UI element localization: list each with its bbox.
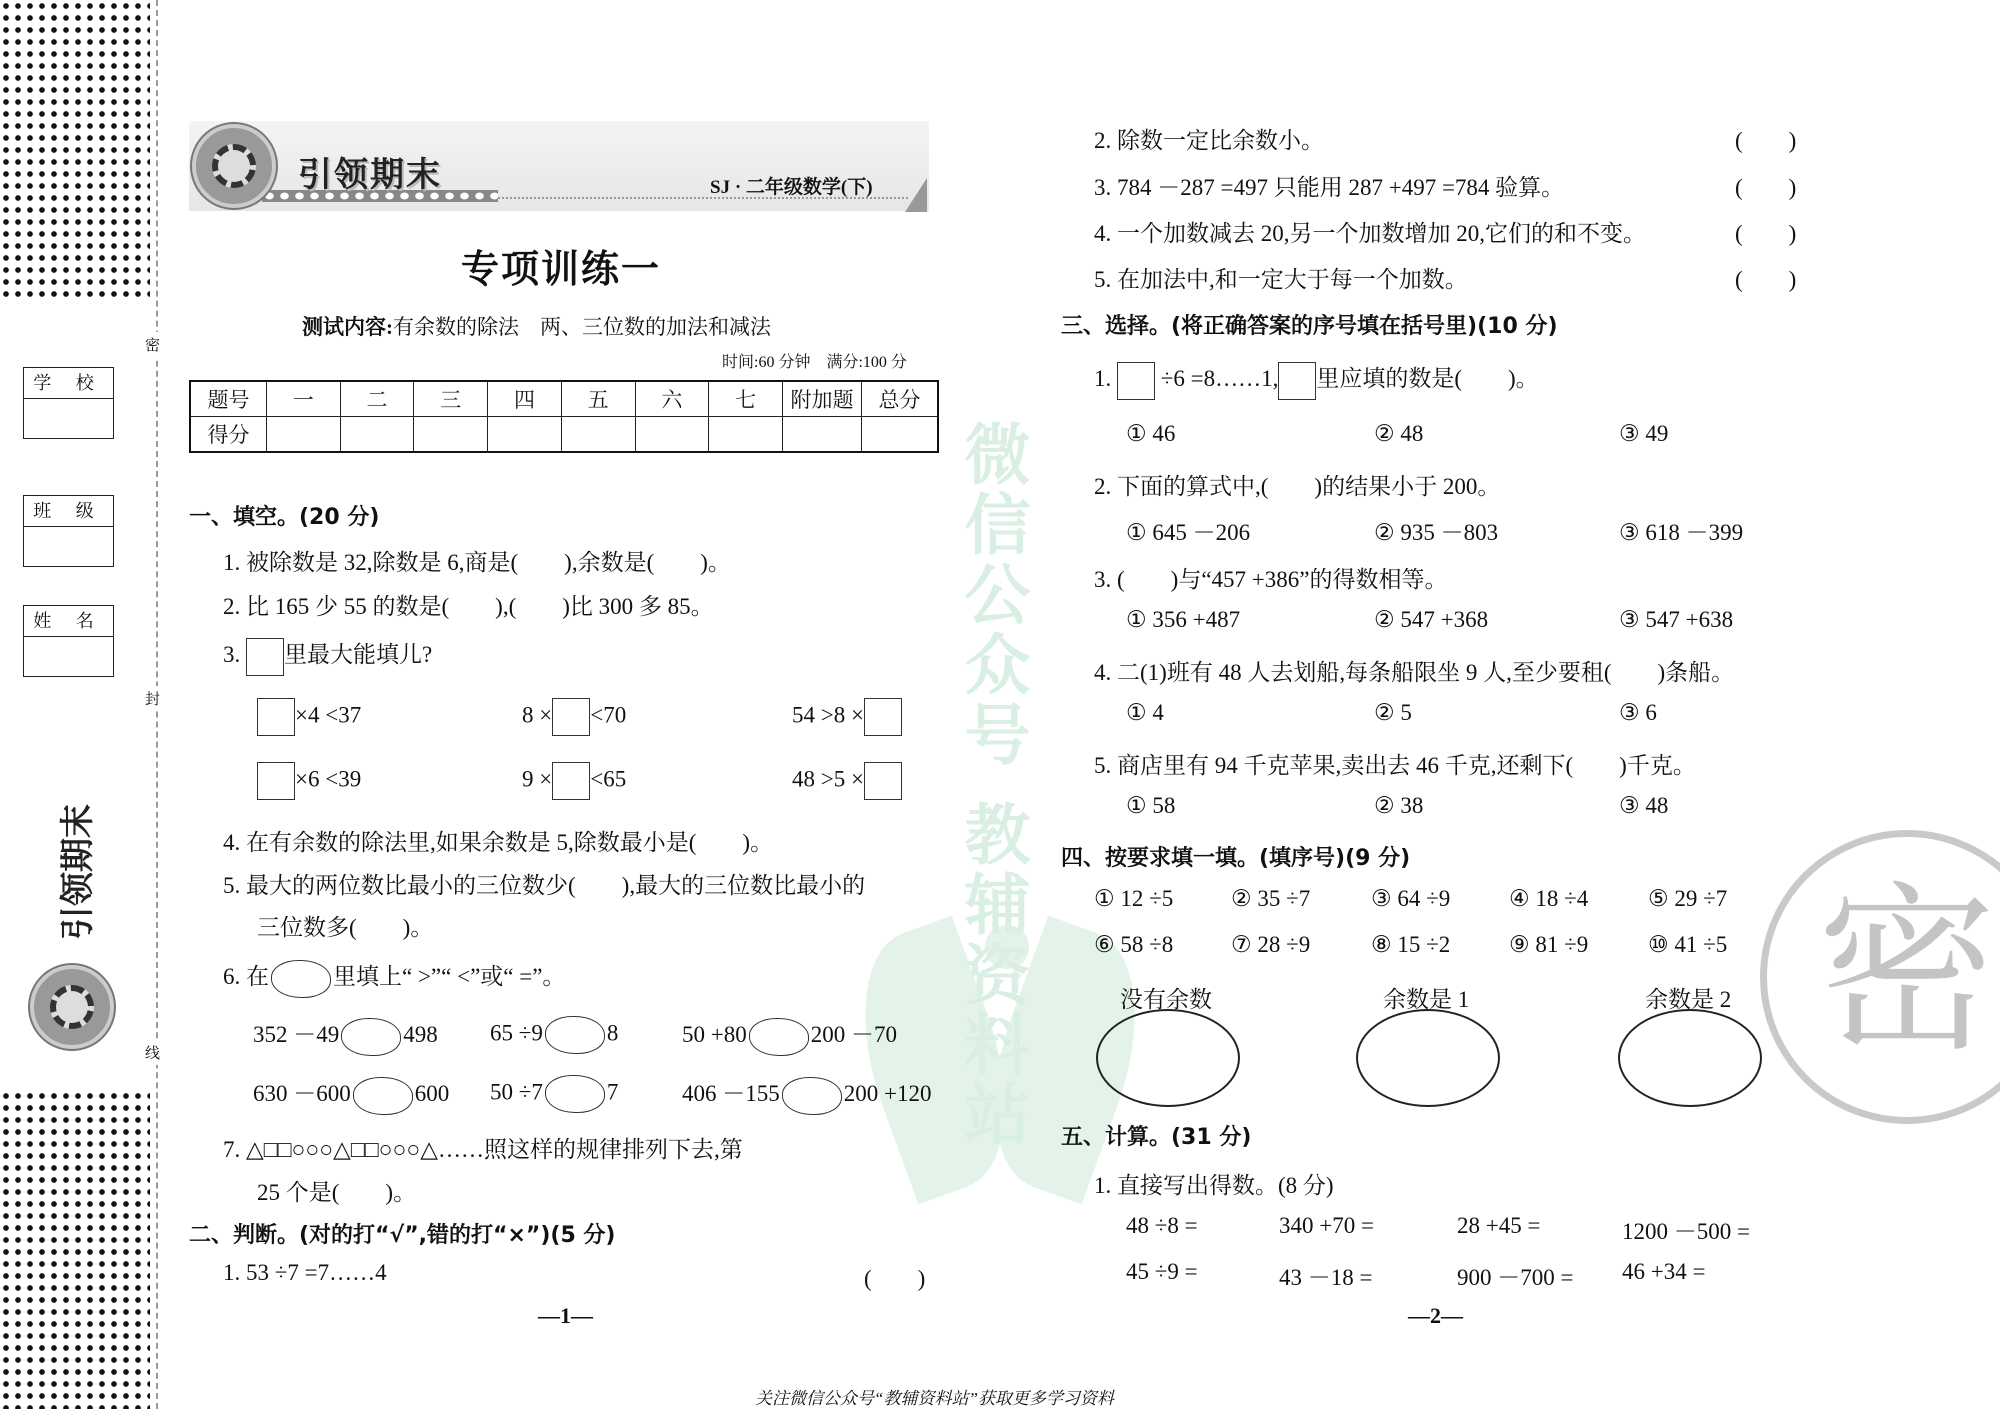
sub-question: 1. 直接写出得数。(8 分): [1094, 1173, 1334, 1198]
judgment-bracket[interactable]: ( ): [1735, 128, 1797, 153]
cloud-answer-blank[interactable]: [749, 1018, 809, 1056]
test-content-text: 有余数的除法 两、三位数的加法和减法: [393, 315, 771, 339]
division-item: ⑦ 28 ÷9: [1231, 932, 1311, 957]
name-label: 姓 名: [24, 606, 113, 637]
division-item: ⑩ 41 ÷5: [1648, 932, 1728, 957]
cut-mark: 密: [145, 332, 160, 357]
answer-box[interactable]: [1117, 362, 1155, 400]
inequality: [522, 762, 626, 800]
option: ③ 6: [1619, 700, 1657, 725]
table-header-cell: 题号: [190, 381, 267, 417]
calc-item: 48 ÷8 =: [1126, 1213, 1198, 1238]
question-text: 里最大能填儿?: [284, 642, 433, 667]
expr: 406 －155: [682, 1081, 780, 1106]
inequality-text: <65: [590, 766, 627, 792]
page-number: —1—: [538, 1303, 593, 1328]
score-cell[interactable]: [561, 417, 635, 453]
option: ② 547 +368: [1374, 607, 1489, 632]
score-table: [189, 380, 939, 453]
name-field[interactable]: [23, 605, 114, 677]
question-number: 1.: [1094, 366, 1112, 391]
table-header-cell: 三: [414, 381, 488, 417]
answer-ellipse[interactable]: [1618, 1009, 1762, 1107]
watermark-text: 微信公众号: [953, 420, 1030, 770]
comparison: [490, 1016, 618, 1054]
division-item: ③ 64 ÷9: [1371, 886, 1451, 911]
option: ② 48: [1374, 421, 1424, 446]
division-item: ① 12 ÷5: [1094, 886, 1174, 911]
comparison: [253, 1016, 438, 1056]
question: 4. 在有余数的除法里,如果余数是 5,除数最小是( )。: [223, 830, 774, 855]
page-title: 专项训练一: [461, 246, 662, 291]
section-heading: 三、选择。(将正确答案的序号填在括号里)(10 分): [1061, 314, 1558, 339]
option: ① 46: [1126, 421, 1176, 446]
question-text: 里应填的数是( )。: [1316, 366, 1539, 391]
inequality: [792, 698, 902, 736]
answer-box[interactable]: [864, 762, 902, 800]
score-cell[interactable]: [709, 417, 783, 453]
answer-box[interactable]: [864, 698, 902, 736]
expr: 200 +120: [843, 1081, 932, 1106]
calc-item: 43 －18 =: [1279, 1265, 1373, 1290]
confidential-seal: 密: [1760, 830, 2000, 1124]
question: [223, 958, 565, 998]
option: ② 38: [1374, 793, 1424, 818]
section-heading: 一、填空。(20 分): [189, 505, 380, 530]
answer-ellipse[interactable]: [1096, 1009, 1240, 1107]
score-cell[interactable]: [340, 417, 414, 453]
table-header-cell: 二: [340, 381, 414, 417]
question: 3. ( )与“457 +386”的得数相等。: [1094, 567, 1448, 592]
calc-item: 28 +45 =: [1457, 1213, 1541, 1238]
answer-box[interactable]: [246, 638, 284, 676]
comparison: [682, 1016, 897, 1056]
score-cell[interactable]: [635, 417, 709, 453]
school-field[interactable]: [23, 367, 114, 439]
section-heading: 五、计算。(31 分): [1061, 1125, 1252, 1150]
inequality: [522, 698, 626, 736]
time-score-line: 时间:60 分钟 满分:100 分: [722, 354, 907, 371]
inequality: [792, 762, 902, 800]
score-cell[interactable]: [488, 417, 562, 453]
comparison: [490, 1075, 618, 1113]
cloud-answer-blank[interactable]: [782, 1077, 842, 1115]
inequality-text: <70: [590, 702, 627, 728]
answer-box[interactable]: [552, 762, 590, 800]
cloud-answer-blank[interactable]: [341, 1018, 401, 1056]
question-text: ÷6 =8……1,: [1160, 366, 1279, 391]
answer-box[interactable]: [257, 762, 295, 800]
class-label: 班 级: [24, 496, 113, 527]
wheel-logo-icon: [192, 124, 276, 208]
question: 4. 二(1)班有 48 人去划船,每条船限坐 9 人,至少要租( )条船。: [1094, 660, 1735, 685]
inequality-text: 9 ×: [522, 766, 553, 792]
test-content: [302, 311, 771, 341]
table-header-cell: 七: [709, 381, 783, 417]
question: [1094, 360, 1539, 400]
cloud-answer-blank[interactable]: [545, 1075, 605, 1113]
dot-pattern-top: [0, 0, 150, 300]
table-header-cell: 附加题: [783, 381, 862, 417]
inequality-text: 8 ×: [522, 702, 553, 728]
inequality-text: ×6 <39: [295, 766, 362, 792]
question: 三位数多( )。: [257, 915, 434, 940]
division-item: ⑥ 58 ÷8: [1094, 932, 1174, 957]
expr: 65 ÷9: [490, 1020, 543, 1046]
division-item: ⑨ 81 ÷9: [1509, 932, 1589, 957]
score-cell[interactable]: [267, 417, 341, 453]
table-row-label: 得分: [190, 417, 267, 453]
table-header-cell: 总分: [862, 381, 939, 417]
group-label: 余数是 1: [1383, 987, 1470, 1012]
option: ② 5: [1374, 700, 1412, 725]
option: ① 645 －206: [1126, 520, 1251, 545]
group-label: 余数是 2: [1645, 987, 1732, 1012]
expr: 200 －70: [810, 1022, 897, 1047]
inequality-text: 54 >8 ×: [792, 702, 864, 728]
question: 5. 商店里有 94 千克苹果,卖出去 46 千克,还剩下( )千克。: [1094, 753, 1696, 778]
option: ③ 547 +638: [1619, 607, 1734, 632]
expr: 50 ÷7: [490, 1079, 543, 1105]
expr: 352 －49: [253, 1022, 340, 1047]
question: 2. 下面的算式中,( )的结果小于 200。: [1094, 474, 1501, 499]
footer-note: 关注微信公众号“教辅资料站”获取更多学习资料: [755, 1389, 1114, 1408]
cloud-answer-blank[interactable]: [545, 1016, 605, 1054]
comparison: [682, 1075, 931, 1115]
calc-item: 900 －700 =: [1457, 1265, 1574, 1290]
table-row: [190, 417, 938, 453]
expr: 8: [606, 1020, 619, 1046]
score-cell[interactable]: [414, 417, 488, 453]
school-label: 学 校: [24, 368, 113, 399]
option: ① 356 +487: [1126, 607, 1241, 632]
answer-box[interactable]: [1278, 362, 1316, 400]
dot-pattern-bottom: [0, 1090, 150, 1409]
option: ③ 48: [1619, 793, 1669, 818]
question-number: 3.: [223, 642, 241, 667]
option: ③ 618 －399: [1619, 520, 1744, 545]
expr: 50 +80: [682, 1022, 747, 1047]
score-cell[interactable]: [862, 417, 939, 453]
question: 25 个是( )。: [257, 1180, 417, 1205]
answer-box[interactable]: [257, 698, 295, 736]
calc-item: 46 +34 =: [1622, 1259, 1706, 1284]
question: 2. 比 165 少 55 的数是( ),( )比 300 多 85。: [223, 594, 714, 619]
question: 7. △□□○○○△□□○○○△……照这样的规律排列下去,第: [223, 1137, 743, 1162]
table-header-cell: 四: [488, 381, 562, 417]
cloud-answer-shape: [271, 960, 331, 998]
judgment-bracket[interactable]: ( ): [1735, 267, 1797, 292]
table-header-cell: 一: [267, 381, 341, 417]
inequality: [257, 698, 361, 736]
question: 1. 被除数是 32,除数是 6,商是( ),余数是( )。: [223, 550, 731, 575]
question-text: 里填上“ >”“ <”或“ =”。: [333, 964, 566, 989]
table-header-cell: 五: [561, 381, 635, 417]
inequality-text: ×4 <37: [295, 702, 362, 728]
judgment-item: 3. 784 －287 =497 只能用 287 +497 =784 验算。: [1094, 175, 1565, 200]
judgment-item: 5. 在加法中,和一定大于每一个加数。: [1094, 267, 1468, 292]
expr: 600: [414, 1081, 450, 1106]
spine-wheel-icon: [30, 965, 114, 1049]
brand-title: 引领期末: [298, 155, 442, 195]
group-label: 没有余数: [1120, 987, 1212, 1012]
test-content-label: 测试内容:: [302, 315, 393, 339]
judgment-bracket[interactable]: ( ): [1735, 175, 1797, 200]
division-item: ② 35 ÷7: [1231, 886, 1311, 911]
division-item: ⑧ 15 ÷2: [1371, 932, 1451, 957]
judgment-bracket[interactable]: ( ): [1735, 221, 1797, 246]
option: ① 4: [1126, 700, 1164, 725]
table-header-cell: 六: [635, 381, 709, 417]
cloud-answer-blank[interactable]: [353, 1077, 413, 1115]
page-number: —2—: [1408, 1303, 1463, 1328]
calc-item: 340 +70 =: [1279, 1213, 1374, 1238]
score-cell[interactable]: [783, 417, 862, 453]
option: ③ 49: [1619, 421, 1669, 446]
judgment-item: 2. 除数一定比余数小。: [1094, 128, 1324, 153]
comparison: [253, 1075, 449, 1115]
series-label: SJ · 二年级数学(下): [710, 177, 873, 198]
division-item: ⑤ 29 ÷7: [1648, 886, 1728, 911]
calc-item: 45 ÷9 =: [1126, 1259, 1198, 1284]
option: ① 58: [1126, 793, 1176, 818]
calc-item: 1200 －500 =: [1622, 1219, 1750, 1244]
judgment-bracket[interactable]: ( ): [864, 1266, 926, 1291]
cut-mark: 线: [145, 1040, 160, 1065]
option: ② 935 －803: [1374, 520, 1499, 545]
paper-plane-icon: [905, 178, 927, 212]
expr: 498: [403, 1022, 438, 1047]
section-heading: 四、按要求填一填。(填序号)(9 分): [1061, 846, 1411, 871]
question-text: 6. 在: [223, 964, 269, 989]
section-heading: 二、判断。(对的打“√”,错的打“×”)(5 分): [189, 1223, 616, 1248]
question: 5. 最大的两位数比最小的三位数少( ),最大的三位数比最小的: [223, 873, 866, 898]
cut-mark: 封: [145, 686, 160, 711]
class-field[interactable]: [23, 495, 114, 567]
answer-ellipse[interactable]: [1356, 1009, 1500, 1107]
division-item: ④ 18 ÷4: [1509, 886, 1589, 911]
answer-box[interactable]: [552, 698, 590, 736]
spine-logo-text: 引领期末: [58, 804, 98, 940]
judgment-item: 1. 53 ÷7 =7……4: [223, 1260, 387, 1285]
inequality: [257, 762, 361, 800]
judgment-item: 4. 一个加数减去 20,另一个加数增加 20,它们的和不变。: [1094, 221, 1646, 246]
watermark-text: 教辅资料站: [953, 800, 1030, 1150]
expr: 630 －600: [253, 1081, 351, 1106]
expr: 7: [606, 1079, 619, 1105]
question: [223, 636, 432, 676]
inequality-text: 48 >5 ×: [792, 766, 864, 792]
table-row: [190, 381, 938, 417]
